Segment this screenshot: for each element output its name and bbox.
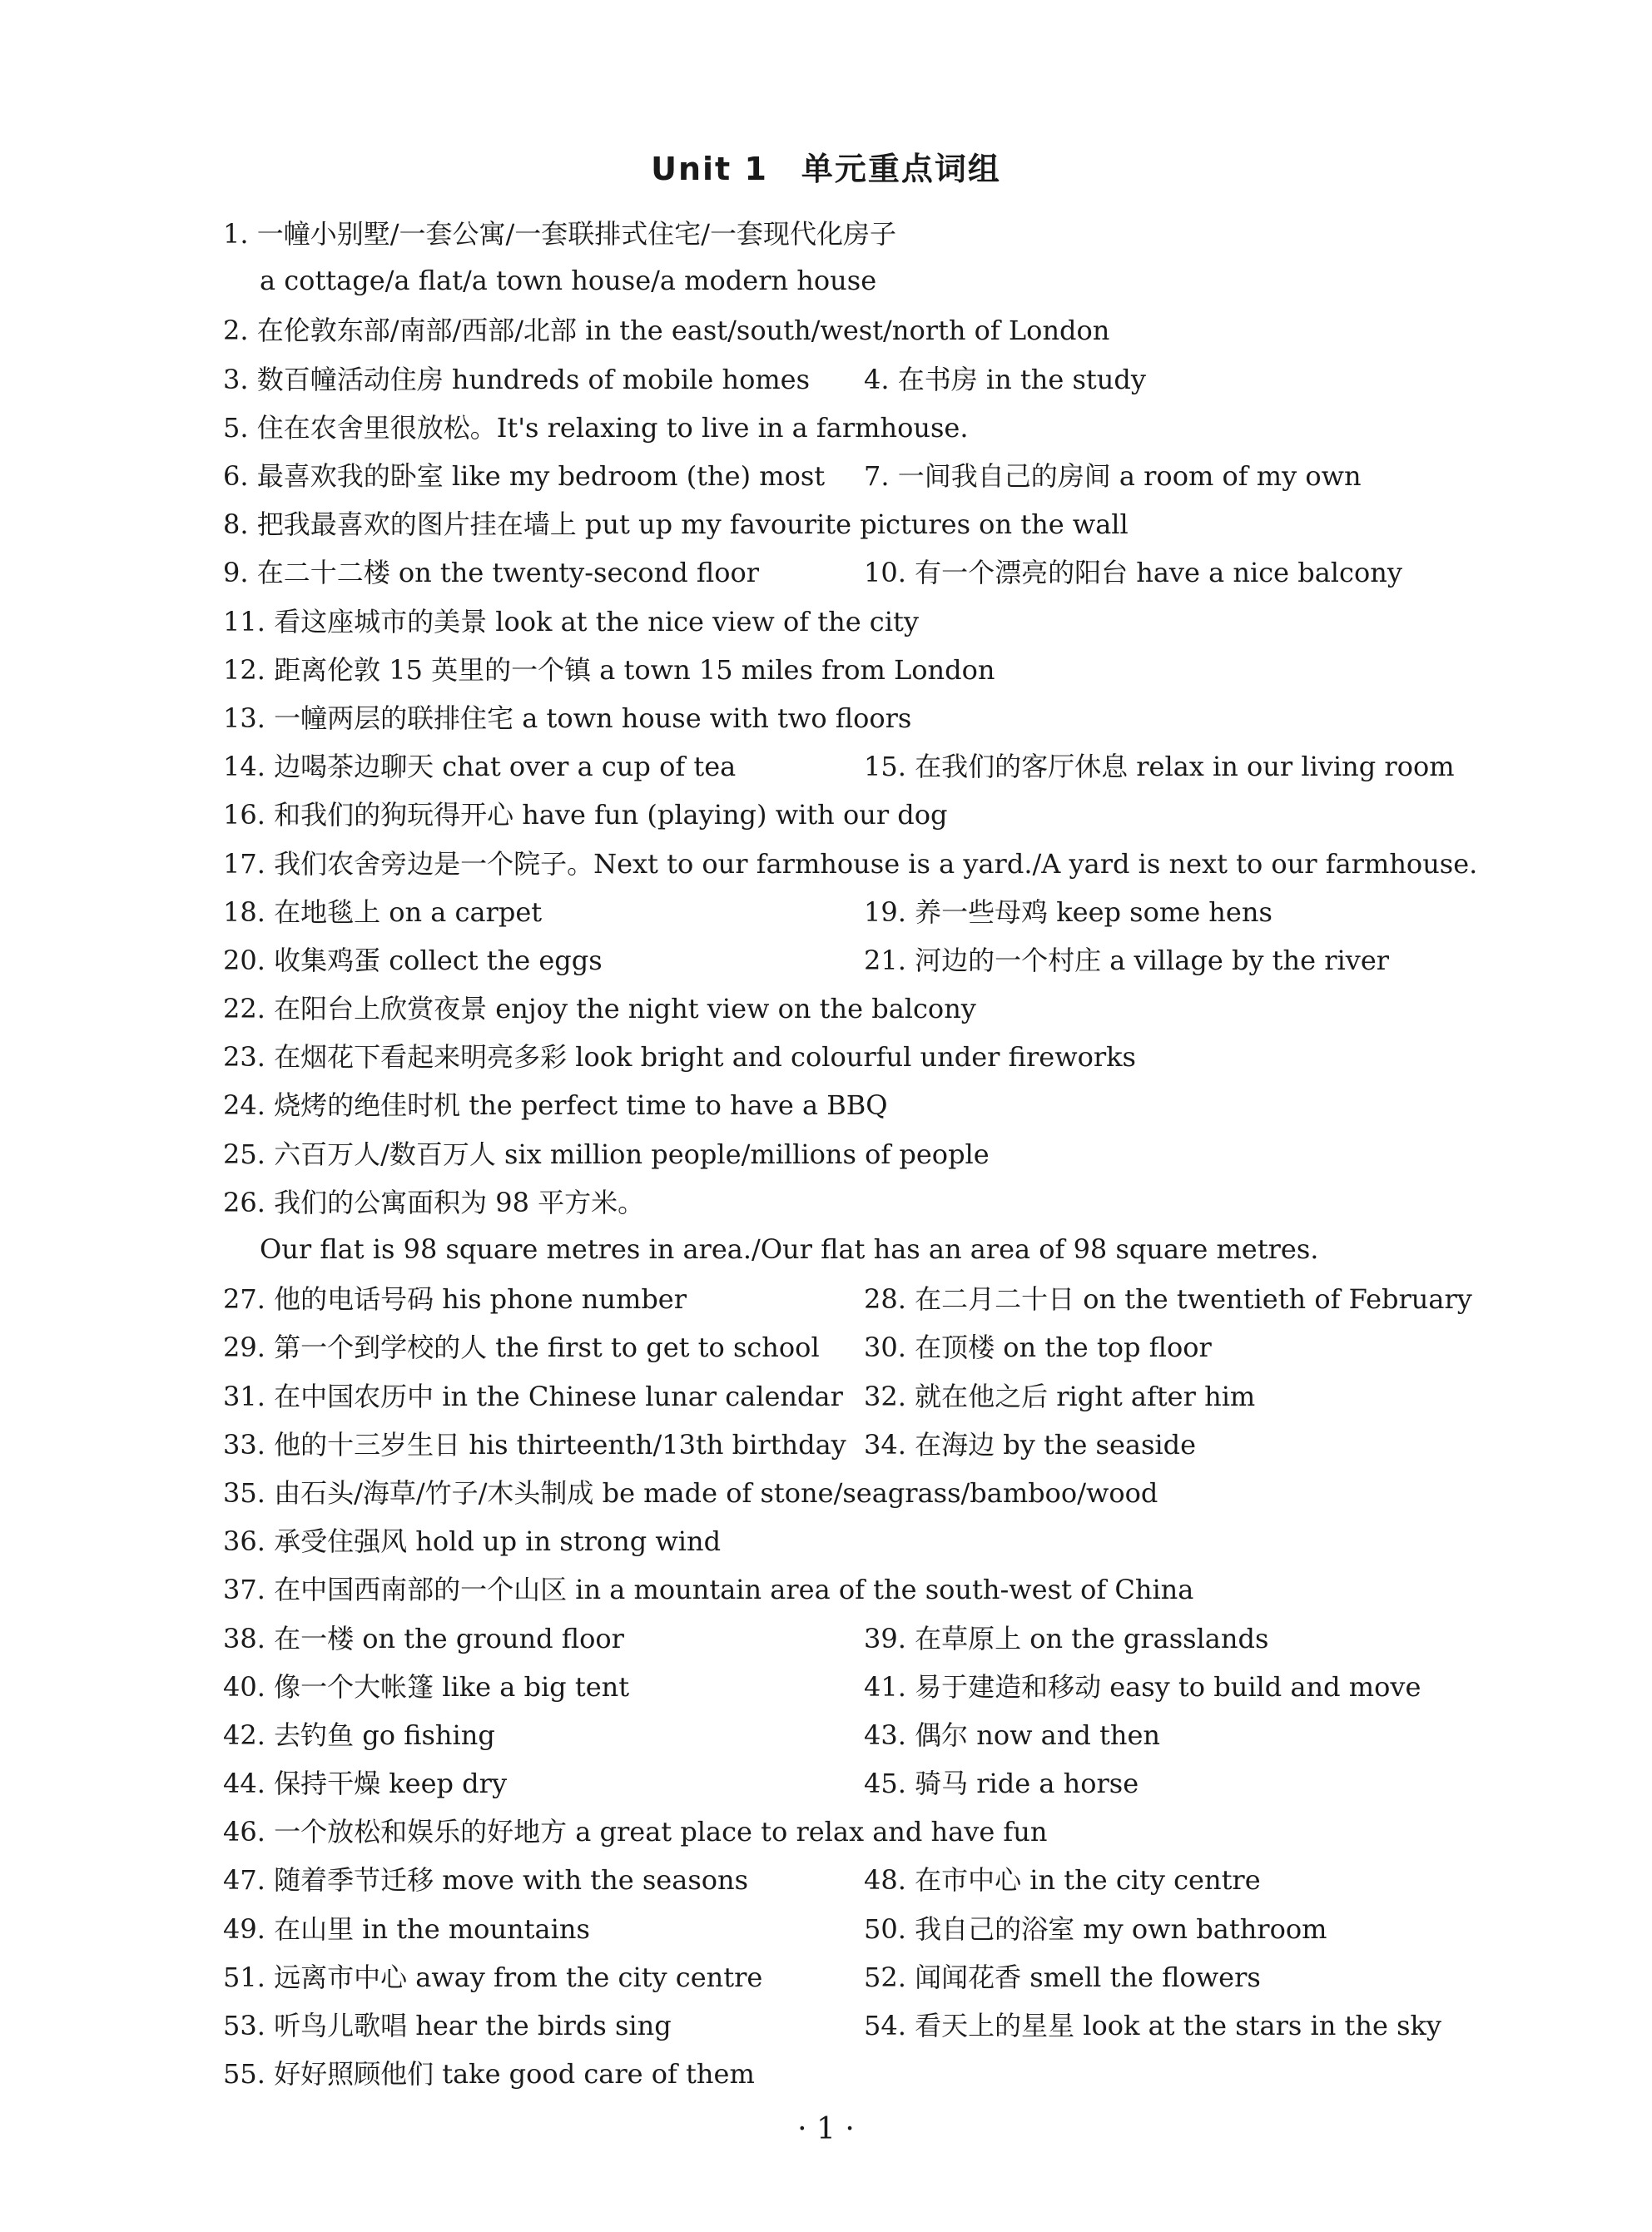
phrase-row xyxy=(223,1564,1521,1612)
phrase-row xyxy=(223,1371,1521,1419)
phrase-item: 34. 在海边 by the seaside xyxy=(864,1428,1197,1461)
phrase-item: 50. 我自己的浴室 my own bathroom xyxy=(864,1912,1327,1945)
phrase-row xyxy=(223,886,1521,935)
phrase-item: 43. 偶尔 now and then xyxy=(864,1719,1161,1751)
phrase-item: 31. 在中国农历中 in the Chinese lunar calendar xyxy=(223,1380,843,1412)
phrase-item: 19. 养一些母鸡 keep some hens xyxy=(864,895,1272,928)
phrase-row xyxy=(223,1128,1521,1177)
phrase-item: 16. 和我们的狗玩得开心 have fun (playing) with our dog xyxy=(223,799,948,831)
phrase-item: 23. 在烟花下看起来明亮多彩 look bright and colourful under fireworks xyxy=(223,1041,1136,1074)
phrase-row xyxy=(223,741,1521,789)
phrase-item: 17. 我们农舍旁边是一个院子。Next to our farmhouse is a yard./A yard is next to our farmhouse. xyxy=(223,847,1478,880)
phrase-item: 48. 在市中心 in the city centre xyxy=(864,1864,1261,1897)
phrase-row xyxy=(223,305,1521,353)
phrase-row xyxy=(223,2000,1521,2048)
phrase-item: 37. 在中国西南部的一个山区 in a mountain area of the south-west of China xyxy=(223,1574,1194,1606)
phrase-item: 29. 第一个到学校的人 the first to get to school xyxy=(223,1332,820,1364)
phrase-item: 11. 看这座城市的美景 look at the nice view of the city xyxy=(223,605,919,637)
phrase-row xyxy=(223,1661,1521,1709)
phrase-row xyxy=(223,450,1521,498)
phrase-item: 36. 承受住强风 hold up in strong wind xyxy=(223,1525,722,1558)
phrase-row xyxy=(223,1322,1521,1370)
phrase-row xyxy=(223,935,1521,983)
phrase-item: 47. 随着季节迁移 move with the seasons xyxy=(223,1864,749,1897)
phrase-item: 55. 好好照顾他们 take good care of them xyxy=(223,2058,755,2091)
phrase-item: 13. 一幢两层的联排住宅 a town house with two floors xyxy=(223,702,912,734)
phrase-row xyxy=(223,1806,1521,1854)
phrase-row xyxy=(223,1709,1521,1758)
phrase-row xyxy=(223,1903,1521,1952)
phrase-row xyxy=(223,1758,1521,1806)
phrase-item: 3. 数百幢活动住房 hundreds of mobile homes xyxy=(223,363,811,395)
phrase-item: 46. 一个放松和娱乐的好地方 a great place to relax and have fun xyxy=(223,1816,1048,1848)
phrase-row xyxy=(223,1854,1521,1902)
phrase-row xyxy=(223,837,1521,885)
phrase-item: 24. 烧烤的绝佳时机 the perfect time to have a BBQ xyxy=(223,1089,888,1122)
page-number: · 1 · xyxy=(797,2112,855,2146)
phrase-item: a cottage/a flat/a town house/a modern house xyxy=(260,265,877,297)
phrase-item: 4. 在书房 in the study xyxy=(864,363,1146,395)
phrase-item: 51. 远离市中心 away from the city centre xyxy=(223,1961,763,1993)
page-title: Unit 1 单元重点词组 xyxy=(651,151,1001,187)
phrase-row xyxy=(223,644,1521,692)
phrase-item: 32. 就在他之后 right after him xyxy=(864,1380,1256,1412)
phrase-item: 54. 看天上的星星 look at the stars in the sky xyxy=(864,2010,1441,2042)
phrase-row xyxy=(223,498,1521,547)
phrase-item: 5. 住在农舍里很放松。It's relaxing to live in a farmhouse. xyxy=(223,411,969,444)
phrase-row xyxy=(223,2048,1521,2096)
phrase-row xyxy=(223,1952,1521,2000)
phrase-row xyxy=(223,256,1521,305)
phrase-item: 10. 有一个漂亮的阳台 have a nice balcony xyxy=(864,557,1402,589)
phrase-row xyxy=(223,1612,1521,1660)
phrase-row xyxy=(223,1515,1521,1564)
phrase-row xyxy=(223,208,1521,256)
phrase-item: 9. 在二十二楼 on the twenty-second floor xyxy=(223,557,760,589)
phrase-row xyxy=(223,789,1521,837)
phrase-item: 1. 一幢小别墅/一套公寓/一套联排式住宅/一套现代化房子 xyxy=(223,218,897,250)
phrase-item: 22. 在阳台上欣赏夜景 enjoy the night view on the balcony xyxy=(223,993,976,1025)
phrase-row xyxy=(223,983,1521,1031)
phrase-item: 2. 在伦敦东部/南部/西部/北部 in the east/south/west/north of London xyxy=(223,315,1110,347)
phrase-item: 6. 最喜欢我的卧室 like my bedroom (the) most xyxy=(223,460,826,493)
phrase-row xyxy=(223,1079,1521,1128)
phrase-item: 41. 易于建造和移动 easy to build and move xyxy=(864,1670,1421,1703)
phrase-row xyxy=(223,1467,1521,1515)
phrase-item: 38. 在一楼 on the ground floor xyxy=(223,1622,624,1654)
phrase-row xyxy=(223,1031,1521,1079)
phrase-row xyxy=(223,1419,1521,1467)
phrase-list xyxy=(223,208,1521,2096)
phrase-row xyxy=(223,596,1521,644)
phrase-item: 20. 收集鸡蛋 collect the eggs xyxy=(223,944,603,976)
phrase-row xyxy=(223,547,1521,595)
phrase-item: 18. 在地毯上 on a carpet xyxy=(223,895,543,928)
phrase-row xyxy=(223,402,1521,450)
phrase-item: 14. 边喝茶边聊天 chat over a cup of tea xyxy=(223,751,737,783)
phrase-item: 12. 距离伦敦 15 英里的一个镇 a town 15 miles from London xyxy=(223,653,995,686)
phrase-item: 27. 他的电话号码 his phone number xyxy=(223,1283,687,1316)
phrase-item: 40. 像一个大帐篷 like a big tent xyxy=(223,1670,630,1703)
phrase-item: 8. 把我最喜欢的图片挂在墙上 put up my favourite pictures on the wall xyxy=(223,508,1129,541)
phrase-row xyxy=(223,1273,1521,1322)
phrase-row xyxy=(223,1225,1521,1273)
phrase-item: Our flat is 98 square metres in area./Our flat has an area of 98 square metres. xyxy=(260,1233,1319,1266)
phrase-item: 33. 他的十三岁生日 his thirteenth/13th birthday xyxy=(223,1428,846,1461)
phrase-row xyxy=(223,1177,1521,1225)
phrase-row xyxy=(223,692,1521,741)
phrase-item: 7. 一间我自己的房间 a room of my own xyxy=(864,460,1362,493)
phrase-item: 39. 在草原上 on the grasslands xyxy=(864,1622,1269,1654)
phrase-item: 52. 闻闻花香 smell the flowers xyxy=(864,1961,1261,1993)
phrase-item: 44. 保持干燥 keep dry xyxy=(223,1768,508,1800)
phrase-row xyxy=(223,354,1521,402)
phrase-item: 25. 六百万人/数百万人 six million people/millions of people xyxy=(223,1138,990,1170)
phrase-item: 26. 我们的公寓面积为 98 平方米。 xyxy=(223,1186,645,1218)
phrase-item: 28. 在二月二十日 on the twentieth of February xyxy=(864,1283,1472,1316)
phrase-item: 21. 河边的一个村庄 a village by the river xyxy=(864,944,1390,976)
phrase-item: 15. 在我们的客厅休息 relax in our living room xyxy=(864,751,1455,783)
phrase-item: 49. 在山里 in the mountains xyxy=(223,1912,590,1945)
phrase-item: 45. 骑马 ride a horse xyxy=(864,1768,1139,1800)
phrase-item: 35. 由石头/海草/竹子/木头制成 be made of stone/seagrass/bamboo/wood xyxy=(223,1476,1158,1509)
phrase-item: 53. 听鸟儿歌唱 hear the birds sing xyxy=(223,2010,672,2042)
phrase-item: 42. 去钓鱼 go fishing xyxy=(223,1719,495,1751)
phrase-item: 30. 在顶楼 on the top floor xyxy=(864,1332,1212,1364)
